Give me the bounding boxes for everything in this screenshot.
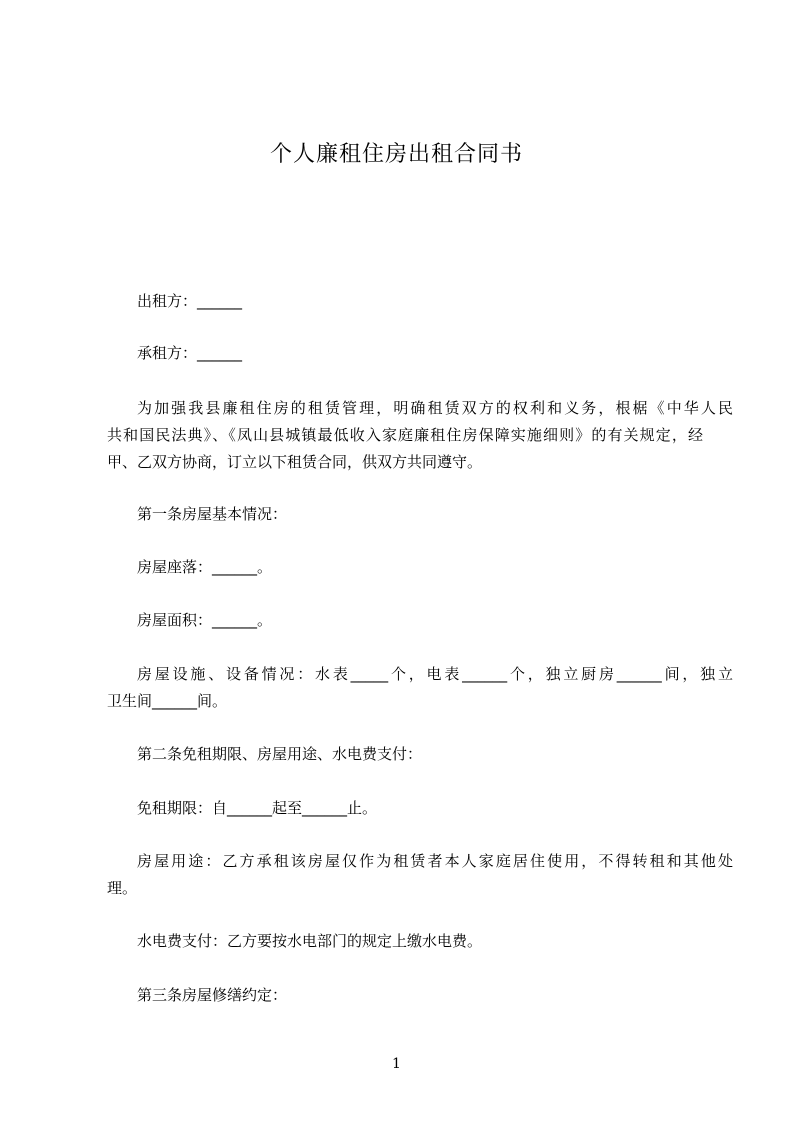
document-title: 个人廉租住房出租合同书 xyxy=(269,142,523,167)
usage-line-2: 理。 xyxy=(107,879,138,897)
lessee-line: 承租方：______ xyxy=(137,344,243,362)
facilities-line-2: 卫生间______间。 xyxy=(107,692,228,710)
article-2-heading: 第二条免租期限、房屋用途、水电费支付： xyxy=(137,745,423,763)
lessor-line: 出租方：______ xyxy=(137,292,243,310)
facilities-line-1: 房屋设施、设备情况：水表_____个，电表______个，独立厨房______间，独立 xyxy=(137,665,733,683)
page-number: 1 xyxy=(392,1056,401,1072)
preamble-line-2: 共和国民法典》、《凤山县城镇最低收入家庭廉租住房保障实施细则》的有关规定，经 xyxy=(107,426,703,444)
preamble-line-1: 为加强我县廉租住房的租赁管理，明确租赁双方的权利和义务，根椐《中华人民 xyxy=(137,399,733,417)
house-area-line: 房屋面积：______。 xyxy=(137,611,273,629)
usage-line-1: 房屋用途：乙方承租该房屋仅作为租赁者本人家庭居住使用，不得转租和其他处 xyxy=(137,852,733,870)
utilities-line: 水电费支付：乙方要按水电部门的规定上缴水电费。 xyxy=(137,932,483,950)
house-location-line: 房屋座落：______。 xyxy=(137,558,273,576)
article-1-heading: 第一条房屋基本情况： xyxy=(137,505,288,523)
preamble-line-3: 甲、乙双方协商，订立以下租赁合同，供双方共同遵守。 xyxy=(107,453,483,471)
rent-free-period-line: 免租期限：自______起至______止。 xyxy=(137,799,378,817)
article-3-heading: 第三条房屋修缮约定： xyxy=(137,986,288,1004)
